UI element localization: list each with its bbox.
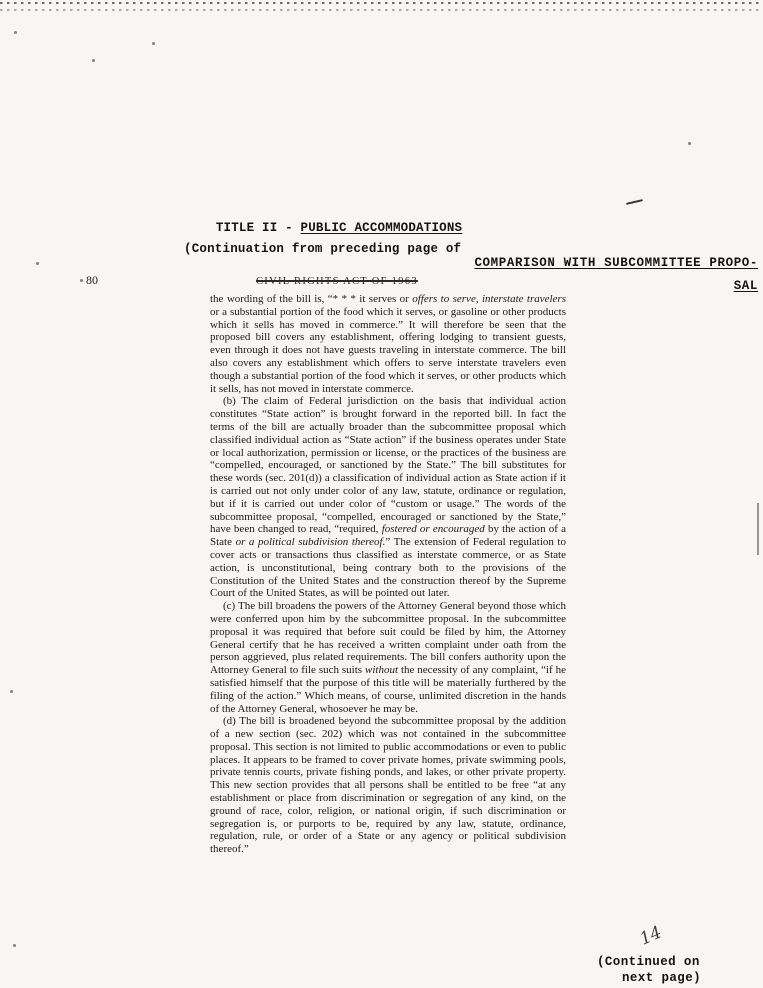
scan-artifact <box>0 2 763 4</box>
continued-note-line2: next page) <box>622 971 702 985</box>
scan-artifact <box>92 59 95 62</box>
italic-text-run: offers to serve, interstate travelers <box>412 293 566 305</box>
handwritten-mark: 14 <box>636 922 665 950</box>
scan-artifact <box>36 262 39 265</box>
italic-text-run: or a political subdivision thereof. <box>235 536 386 549</box>
page-number: 80 <box>86 273 98 287</box>
text-run: (d) The bill is broadened beyond the subcommittee proposal by the addition of a new section (sec. 202) which was not contained in the subcommittee proposal. This section is not limited to public accommodations or even to public places. It appears to be framed to cover private homes, private swimming pools, private tennis courts, private fishing ponds, and lakes, or other private property. This new section provides that all persons shall be entitled to be free “at any establishment or place from discrimination or segregation of any kind, on the ground of race, color, religion, or national origin, if such discrimination or segregation is, or purports to be, required by any law, statute, ordinance, regulation, rule, or order of a State or any agency or political subdivision thereof.” <box>210 715 566 856</box>
scan-artifact <box>688 142 691 145</box>
section-title-main: PUBLIC ACCOMMODATIONS <box>300 221 463 235</box>
section-title-prefix: TITLE II - <box>215 221 301 235</box>
text-run: (c) The bill broadens the powers of the Attorney General beyond those which were conferred upon him by the subcommittee proposal. In the subcommittee proposal it was required that before suit could be filed by him, the Attorney General certify that he has received a written complaint under oath from the person aggrieved, plus related requirements. The bill confers authority upon the Attorney General to file such suits <box>210 600 566 677</box>
scan-artifact <box>80 279 83 282</box>
scan-artifact <box>13 944 16 947</box>
struck-running-head: CIVIL RIGHTS ACT OF 1963 <box>256 276 418 287</box>
scan-artifact <box>152 42 155 45</box>
paragraph <box>210 600 566 715</box>
continuation-note: (Continuation from preceding page of <box>184 242 462 256</box>
continued-note-line1: (Continued on <box>597 955 700 969</box>
text-run: the necessity of any complaint, “if he satisfied himself that the purpose of this title will be materially furthered by the filing of the action.” Which means, of course, unlimited discretion in the hands of the Attorney General, whosoever he may be. <box>210 664 566 715</box>
comparison-heading-line2: SAL <box>733 279 758 293</box>
paragraph <box>210 293 566 395</box>
italic-text-run: without <box>365 664 399 677</box>
scan-artifact <box>14 31 17 34</box>
scan-artifact <box>757 503 759 555</box>
scan-artifact <box>10 690 13 693</box>
paragraph <box>210 715 566 856</box>
text-run: by the action of a State <box>210 523 566 549</box>
text-run: the wording of the bill is, “* * * it serves or <box>210 293 413 305</box>
italic-text-run: fostered or encouraged <box>381 523 485 536</box>
comparison-heading-line1: COMPARISON WITH SUBCOMMITTEE PROPO- <box>474 256 758 270</box>
body-text <box>210 293 566 856</box>
pen-mark <box>626 199 643 205</box>
paragraph <box>210 395 566 600</box>
text-run: (b) The claim of Federal jurisdiction on the basis that individual action constitutes “State action” is brought forward in the reported bill. In fact the terms of the bill are actually broader than the subcommittee proposal which classified individual action as “State action” if the business operates under State or local authorization, permission or license, or the practices of the business are “compelled, encouraged, or sanctioned by the State.” The bill substitutes for these words (sec. 201(d)) a classification of individual action as State action if it is carried out not only under color of any law, statute, ordinance or regulation, but if it is carried out under color of “custom or usage.” The words of the subcommittee proposal, “compelled, encouraged or sanctioned by the State,” have been changed to read, “required, <box>210 395 566 536</box>
scan-artifact <box>0 9 763 11</box>
text-run: or a substantial portion of the food which it serves, or gasoline or other products which it sells has moved in commerce.” It will therefore be seen that the proposed bill covers any establishment, offering lodging to transient guests, even through it does not have guests traveling in interstate commerce. The bill also covers any establishment which offers to serve interstate travelers even though a substantial portion of the food which it serves, or other products which it sells, has not moved in interstate commerce. <box>210 305 566 395</box>
text-run: ” The extension of Federal regulation to cover acts or transactions thus classified as interstate commerce, or as State action, is unconstitutional, being contrary both to the provisions of the Constitution of the United States and the construction thereof by the Supreme Court of the United States, as will be pointed out later. <box>210 536 566 600</box>
